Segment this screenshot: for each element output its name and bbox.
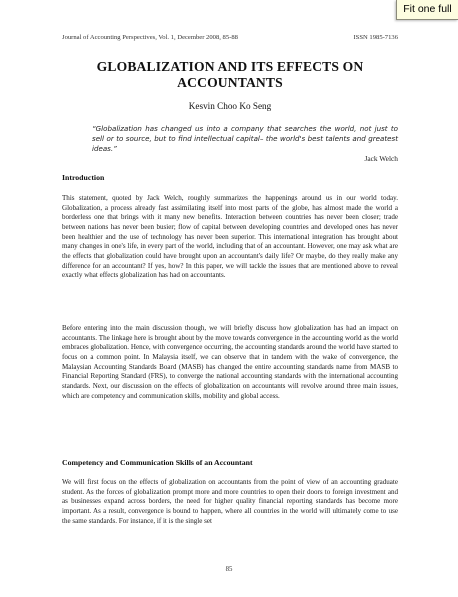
fit-page-button[interactable]: Fit one full	[396, 0, 458, 20]
epigraph-attribution: Jack Welch	[364, 154, 398, 163]
article-title: GLOBALIZATION AND ITS EFFECTS ON ACCOUNTANTS	[96, 59, 364, 90]
section-heading-competency: Competency and Communication Skills of an Accountant	[62, 458, 253, 467]
issn: ISSN 1985-7136	[353, 34, 398, 41]
section-heading-introduction: Introduction	[62, 173, 105, 182]
running-header	[62, 34, 398, 41]
page-number: 85	[225, 566, 233, 573]
article-author: Kesvin Choo Ko Seng	[188, 101, 272, 111]
journal-citation: Journal of Accounting Perspectives, Vol. 1, December 2008, 85-88	[62, 34, 238, 41]
paragraph: We will first focus on the effects of globalization on accountants from the point of view of an accounting graduate student. As the forces of globalization prompt more and more countries to open their doors to foreign investment and as businesses expand across borders, the need for higher quality financial reporting standards has become more important. As a result, convergence is bound to happen, where all countries in the world will ultimately come to use the same standards. For instance, if it is the single set	[62, 478, 398, 525]
paragraph: Before entering into the main discussion though, we will briefly discuss how globalization has had an impact on accountants. The linkage here is brought about by the move towards convergence in the accounting world as the world embraces globalization. Hence, with convergence occurring, the accounting standards around the world have started to focus on a common point. In Malaysia itself, we can observe that in tandem with the wake of convergence, the Malaysian Accounting Standards Board (MASB) has changed the entire accounting standards name from MASB to Financial Reporting Standard (FRS), to converge the national accounting standards with the international accounting standards. Next, our discussion on the effects of globalization on accountants will revolve around three main issues, which are competency and communication skills, mobility and global access.	[62, 324, 398, 400]
paragraph: This statement, quoted by Jack Welch, roughly summarizes the happenings around us in our world today. Globalization, a process already fast assimilating itself into most parts of the globe, has almost made the world a borderless one that brings with it many new benefits. Interaction between countries has never been closer; trade between nations has never been busier; flow of capital between developing countries and developed ones has never been healthier and the use of technology has never been superior. This international integration has brought about many changes in one's life, in every part of the world, including that of an accountant. However, one may ask what are the effects that globalization could have brought upon an accountant's daily life? Or maybe, do they really make any difference for an accountant? If yes, how? In this paper, we will tackle the issues that are mentioned above to reveal exactly what effects globalization has had on accountants.	[62, 194, 398, 280]
epigraph-quote: “Globalization has changed us into a company that searches the world, not just to sell or to source, but to find intellectual capital– the world's best talents and greatest ideas.”	[92, 124, 398, 153]
